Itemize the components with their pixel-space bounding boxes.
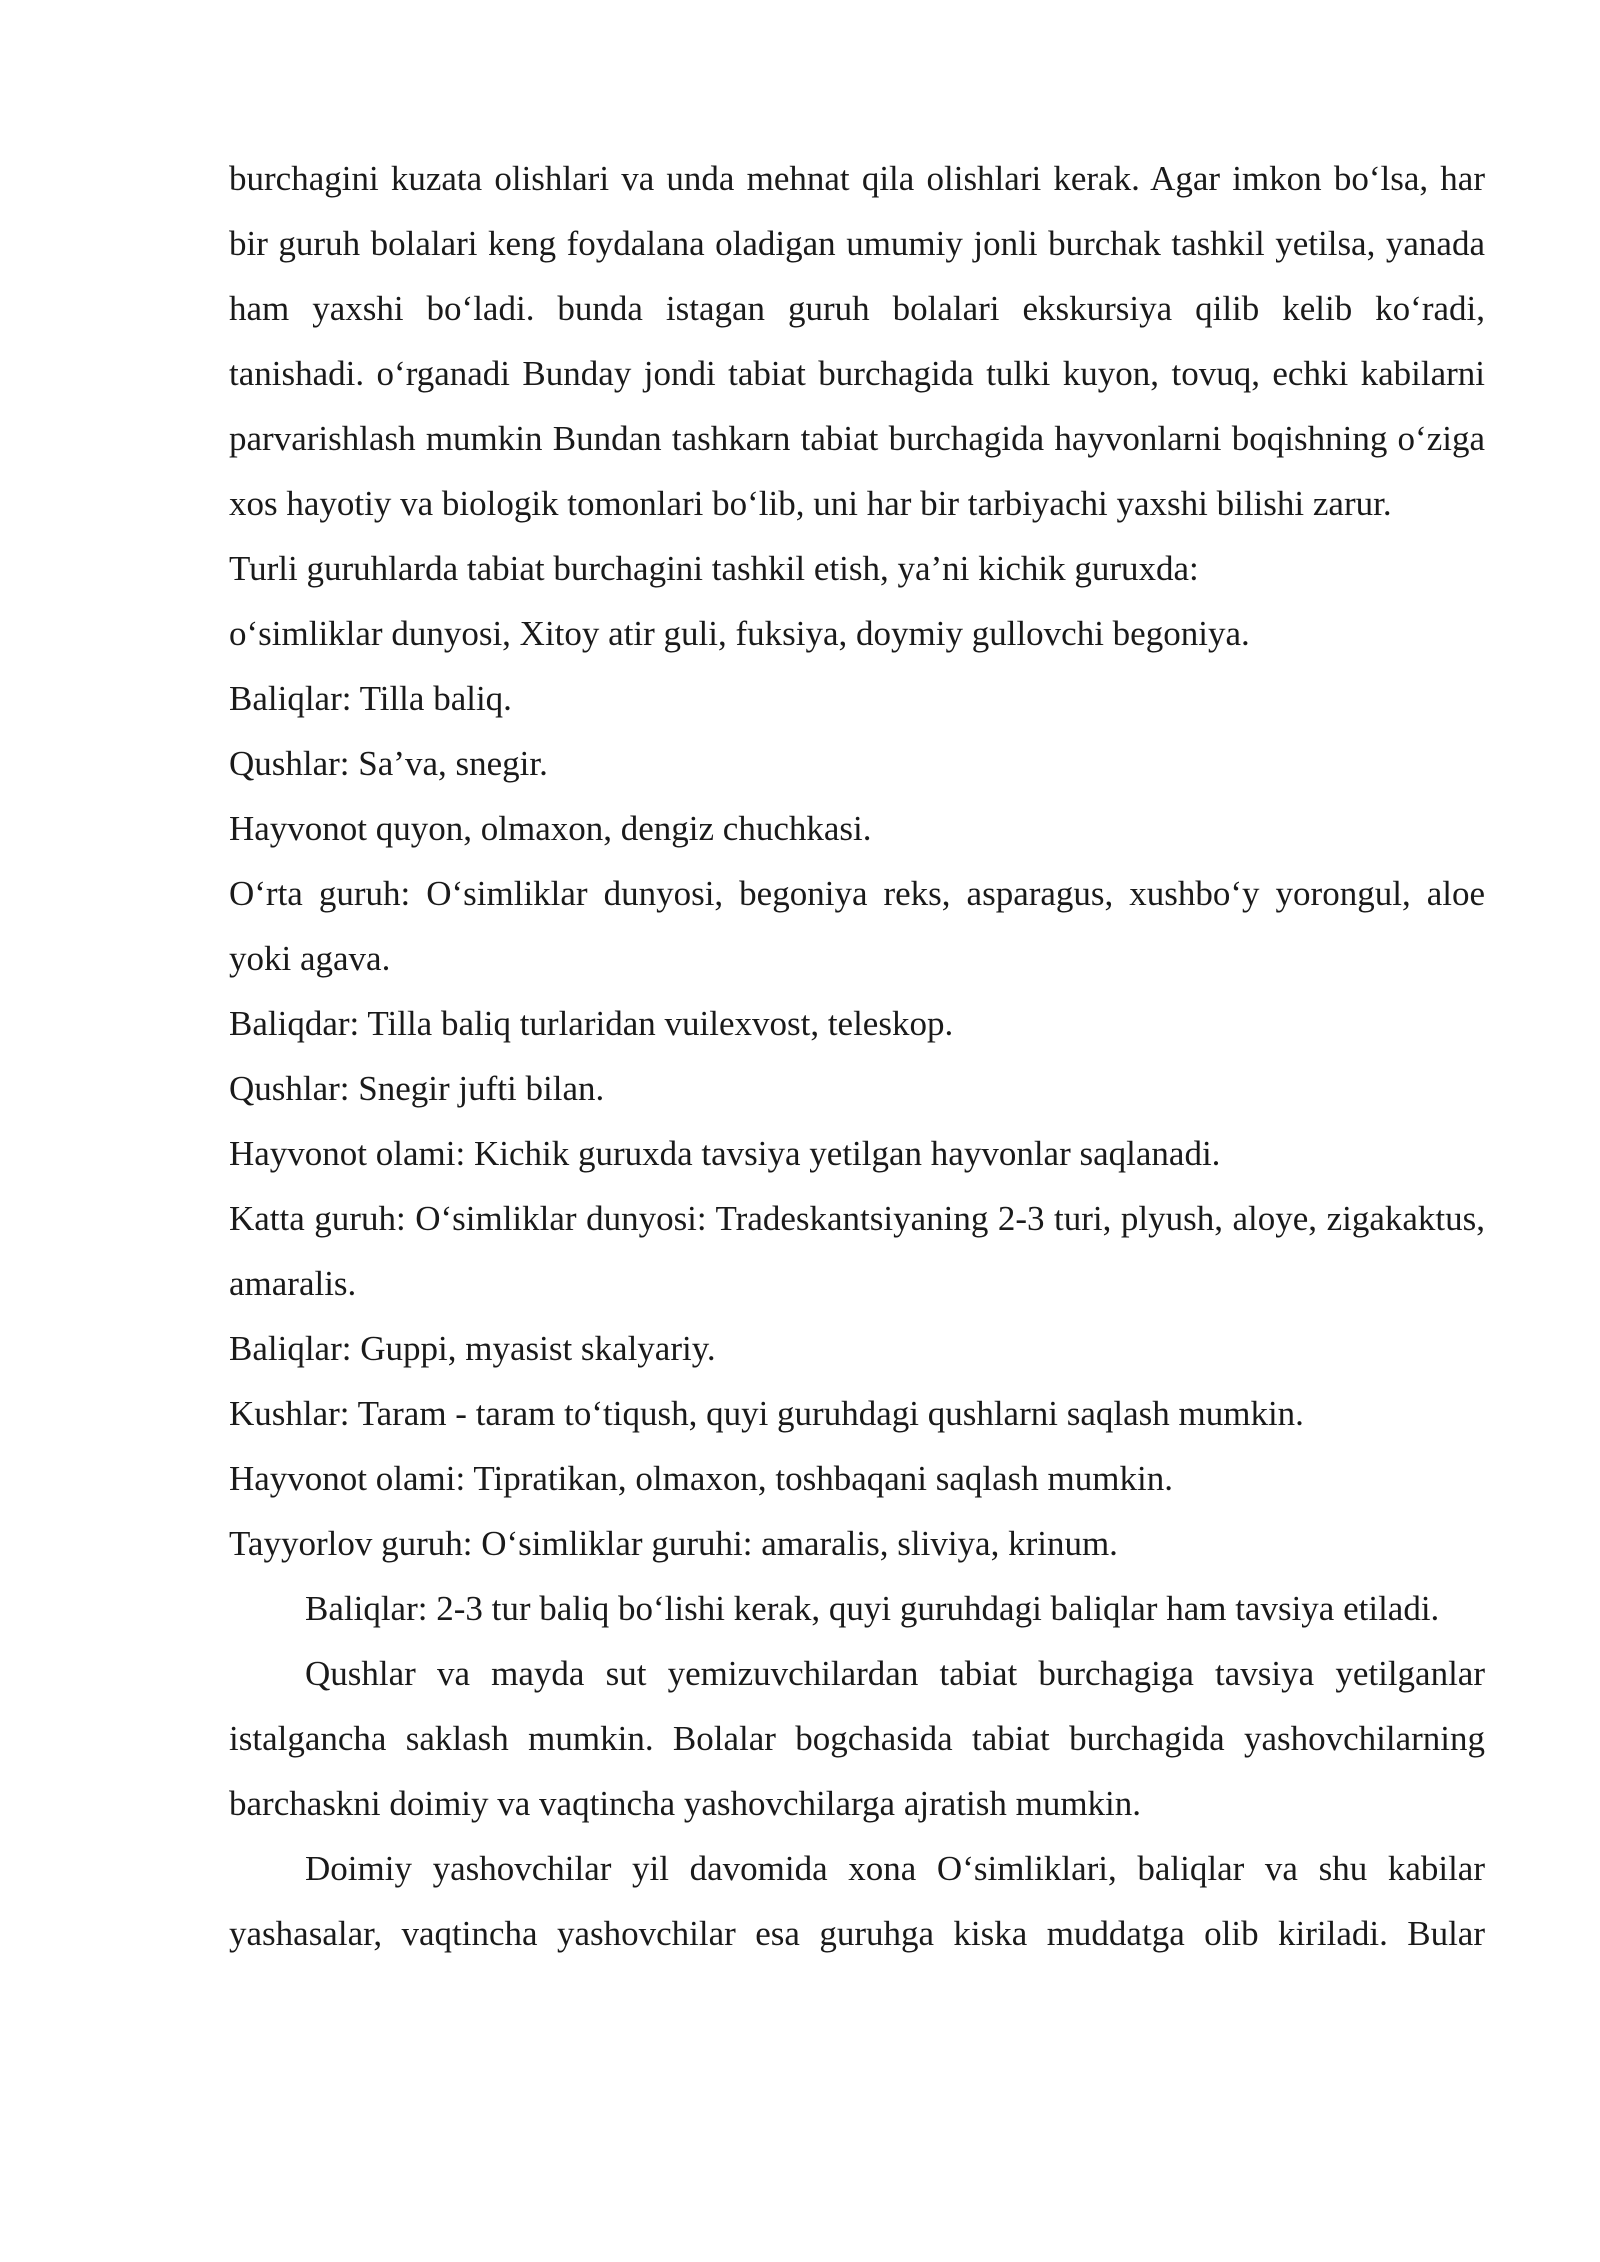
paragraph-5: Qushlar: Sa’va, snegir. [229,744,548,783]
paragraph-10: Hayvonot olami: Kichik guruxda tavsiya yetilgan hayvonlar saqlanadi. [229,1134,1221,1173]
paragraph-7: O‘rta guruh: O‘simliklar dunyosi, begoniya reks, asparagus, xushbo‘y yorongul, aloe yoki agava. [229,874,1485,978]
paragraph-3: o‘simliklar dunyosi, Xitoy atir guli, fuksiya, doymiy gullovchi begoniya. [229,614,1250,653]
paragraph-17: Qushlar va mayda sut yemizuvchilardan tabiat burchagiga tavsiya yetilganlar istalgancha saklash mumkin. Bolalar bogchasida tabiat burchagida yashovchilarning barchaskni doimiy va vaqtincha yashovchilarga ajratish mumkin. [229,1654,1485,1823]
paragraph-8: Baliqdar: Tilla baliq turlaridan vuilexvost, teleskop. [229,1004,954,1043]
paragraph-2: Turli guruhlarda tabiat burchagini tashkil etish, ya’ni kichik guruxda: [229,549,1199,588]
paragraph-9: Qushlar: Snegir jufti bilan. [229,1069,605,1108]
paragraph-18: Doimiy yashovchilar yil davomida xona O‘simliklari, baliqlar va shu kabilar yashasalar, vaqtincha yashovchilar esa guruhga kiska muddatga olib kiriladi. Bular [229,1849,1485,1953]
paragraph-13: Kushlar: Taram - taram to‘tiqush, quyi guruhdagi qushlarni saqlash mumkin. [229,1394,1304,1433]
paragraph-12: Baliqlar: Guppi, myasist skalyariy. [229,1329,716,1368]
document-body [229,146,1485,1966]
paragraph-14: Hayvonot olami: Tipratikan, olmaxon, toshbaqani saqlash mumkin. [229,1459,1173,1498]
paragraph-6: Hayvonot quyon, olmaxon, dengiz chuchkasi. [229,809,872,848]
paragraph-4: Baliqlar: Tilla baliq. [229,679,512,718]
paragraph-1: burchagini kuzata olishlari va unda mehnat qila olishlari kerak. Agar imkon bo‘lsa, har bir guruh bolalari keng foydalana oladigan umumiy jonli burchak tashkil yetilsa, yanada ham yaxshi bo‘ladi. bunda istagan guruh bolalari ekskursiya qilib kelib ko‘radi, tanishadi. o‘rganadi Bunday jondi tabiat burchagida tulki kuyon, tovuq, echki kabilarni parvarishlash mumkin Bundan tashkarn tabiat burchagida hayvonlarni boqishning o‘ziga xos hayotiy va biologik tomonlari bo‘lib, uni har bir tarbiyachi yaxshi bilishi zarur. [229,159,1485,523]
paragraph-16: Baliqlar: 2-3 tur baliq bo‘lishi kerak, quyi guruhdagi baliqlar ham tavsiya etiladi. [305,1589,1440,1628]
paragraph-15: Tayyorlov guruh: O‘simliklar guruhi: amaralis, sliviya, krinum. [229,1524,1118,1563]
paragraph-11: Katta guruh: O‘simliklar dunyosi: Tradeskantsiyaning 2-3 turi, plyush, aloye, zigakaktus, amaralis. [229,1199,1485,1303]
